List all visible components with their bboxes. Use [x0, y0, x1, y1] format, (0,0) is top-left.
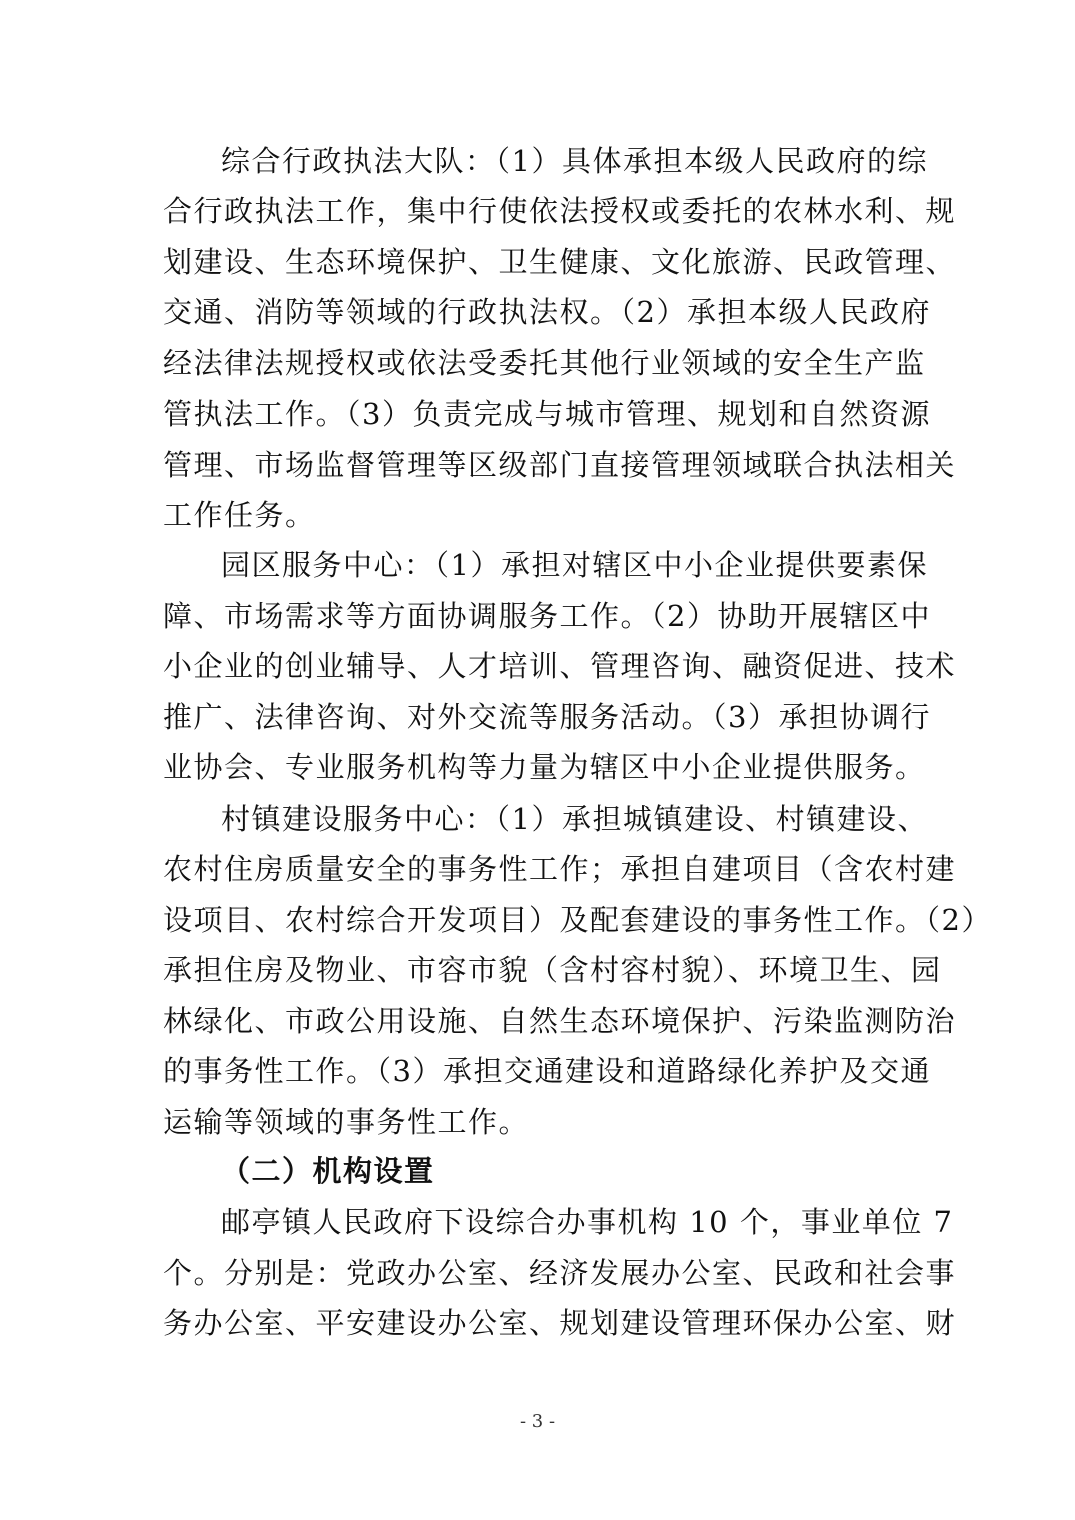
paragraph-line: 村镇建设服务中心：（1）承担城镇建设、村镇建设、: [221, 802, 928, 836]
paragraph-line: 个。分别是：党政办公室、经济发展办公室、民政和社会事: [163, 1256, 957, 1290]
paragraph-line: 经法律法规授权或依法受委托其他行业领域的安全生产监: [163, 346, 926, 380]
paragraph-line: 工作任务。: [163, 498, 316, 532]
paragraph-line: 农村住房质量安全的事务性工作；承担自建项目（含农村建: [163, 852, 957, 886]
paragraph-line: 小企业的创业辅导、人才培训、管理咨询、融资促进、技术: [163, 649, 957, 683]
paragraph-line: 运输等领域的事务性工作。: [163, 1105, 530, 1139]
paragraph-line: 管理、市场监督管理等区级部门直接管理领域联合执法相关: [163, 448, 957, 482]
paragraph-line: 障、市场需求等方面协调服务工作。（2）协助开展辖区中: [163, 599, 931, 633]
paragraph-line: 务办公室、平安建设办公室、规划建设管理环保办公室、财: [163, 1306, 957, 1340]
section-heading: （二）机构设置: [221, 1154, 435, 1188]
paragraph-line: 林绿化、市政公用设施、自然生态环境保护、污染监测防治: [163, 1004, 957, 1038]
paragraph-line: 设项目、农村综合开发项目）及配套建设的事务性工作。（2）: [163, 903, 992, 937]
paragraph-line: 邮亭镇人民政府下设综合办事机构 10 个，事业单位 7: [221, 1205, 954, 1239]
paragraph-line: 的事务性工作。（3）承担交通建设和道路绿化养护及交通: [163, 1054, 931, 1088]
paragraph-line: 业协会、专业服务机构等力量为辖区中小企业提供服务。: [163, 750, 926, 784]
paragraph-line: 综合行政执法大队：（1）具体承担本级人民政府的综: [221, 144, 928, 178]
paragraph-line: 合行政执法工作，集中行使依法授权或委托的农林水利、规: [163, 194, 957, 228]
paragraph-line: 交通、消防等领域的行政执法权。（2）承担本级人民政府: [163, 295, 931, 329]
page-number: - 3 -: [519, 1411, 556, 1432]
paragraph-line: 承担住房及物业、市容市貌（含村容村貌）、环境卫生、园: [163, 953, 942, 987]
paragraph-line: 划建设、生态环境保护、卫生健康、文化旅游、民政管理、: [163, 245, 957, 279]
paragraph-line: 管执法工作。（3）负责完成与城市管理、规划和自然资源: [163, 397, 931, 431]
paragraph-line: 推广、法律咨询、对外交流等服务活动。（3）承担协调行: [163, 700, 931, 734]
paragraph-line: 园区服务中心：（1）承担对辖区中小企业提供要素保: [221, 548, 928, 582]
